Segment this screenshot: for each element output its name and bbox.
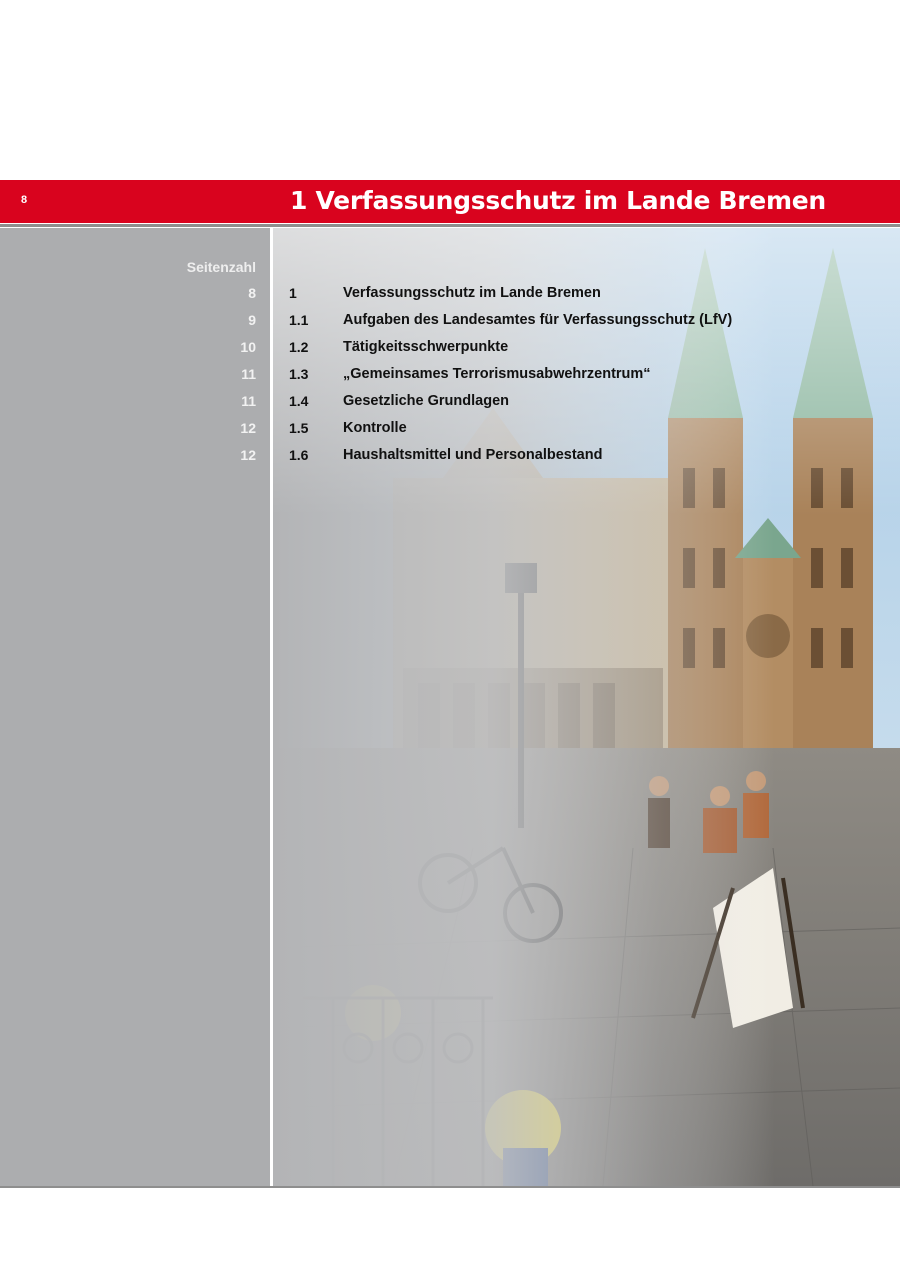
toc-entry-number: 1.5 <box>289 420 309 436</box>
toc-entry[interactable] <box>0 391 900 411</box>
toc-entry[interactable] <box>0 364 900 384</box>
chapter-title: 1 Verfassungsschutz im Lande Bremen <box>290 186 826 215</box>
toc-entry-number: 1 <box>289 285 297 301</box>
toc-entry[interactable] <box>0 310 900 330</box>
toc-entry-page: 9 <box>248 312 256 328</box>
toc-entry[interactable] <box>0 445 900 465</box>
toc-entry-title[interactable]: Tätigkeitsschwerpunkte <box>343 339 509 355</box>
toc-entry-title[interactable]: Verfassungsschutz im Lande Bremen <box>343 285 601 301</box>
footer-rule <box>0 1186 900 1188</box>
toc-entry-title[interactable]: Gesetzliche Grundlagen <box>343 393 509 409</box>
page-number: 8 <box>21 194 28 206</box>
toc-entry-page: 8 <box>248 285 256 301</box>
toc-entry-page: 11 <box>241 366 256 382</box>
toc-entry[interactable] <box>0 283 900 303</box>
toc-entry-title[interactable]: Aufgaben des Landesamtes für Verfassungsschutz (LfV) <box>343 312 733 328</box>
header-rule <box>0 224 900 227</box>
toc-entry-number: 1.1 <box>289 312 309 328</box>
toc-entry-page: 10 <box>240 339 256 355</box>
toc-entry-title[interactable]: Haushaltsmittel und Personalbestand <box>343 447 603 463</box>
toc-entry[interactable] <box>0 418 900 438</box>
toc-entry[interactable] <box>0 337 900 357</box>
toc-entry-number: 1.3 <box>289 366 309 382</box>
toc-entry-page: 12 <box>240 447 256 463</box>
toc-entry-number: 1.4 <box>289 393 309 409</box>
toc-page-column-label: Seitenzahl <box>186 259 256 275</box>
toc-entry-page: 12 <box>240 420 256 436</box>
toc-entry-title[interactable]: „Gemeinsames Terrorismusabwehrzentrum“ <box>343 366 651 382</box>
toc-entry-title[interactable]: Kontrolle <box>343 420 407 436</box>
toc-entry-number: 1.2 <box>289 339 309 355</box>
toc-entry-page: 11 <box>241 393 256 409</box>
toc-entry-number: 1.6 <box>289 447 309 463</box>
